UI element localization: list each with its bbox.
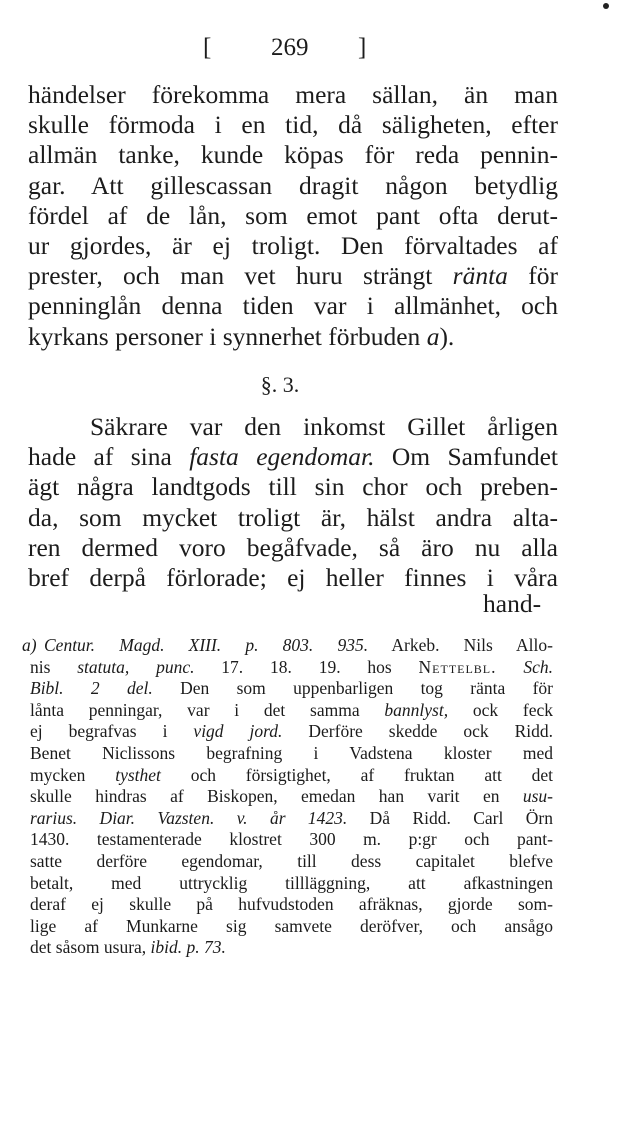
footnote-segment: lige af Munkarne sig samvete deröfver, och ansågo xyxy=(30,915,553,936)
footnote-line xyxy=(30,678,553,700)
footnote-segment: deraf ej skulle på hufvudstoden afräknas, gjorde som- xyxy=(30,894,553,915)
footnote-segment: Arkeb. Nils Allo- xyxy=(368,635,553,655)
footnote-line xyxy=(30,894,553,916)
footnote-segment: Då Ridd. Carl Örn xyxy=(347,807,553,828)
footnote-line xyxy=(30,829,553,851)
footnote-segment: Den som uppenbarligen tog ränta för xyxy=(152,678,553,699)
footnote-segment: 17. 18. 19. hos xyxy=(194,656,419,677)
footnote-segment: Benet Niclissons begrafning i Vadstena kloster med xyxy=(30,743,553,763)
section-segment: Säkrare var den inkomst Gillet årligen xyxy=(90,412,558,441)
body-segment: för xyxy=(507,261,558,291)
body-segment: ur gjordes, är ej troligt. Den förvaltades af xyxy=(28,231,558,260)
body-line xyxy=(28,291,558,321)
footnote-segment: betalt, med uttrycklig tillläggning, att afkastningen xyxy=(30,872,553,893)
footnote-segment: ock feck xyxy=(448,699,553,720)
footnote-segment: det såsom usura, xyxy=(30,937,151,958)
section-segment: hade af sina xyxy=(28,442,190,472)
section-line xyxy=(28,442,558,472)
body-segment: skulle förmoda i en tid, då säligheten, efter xyxy=(28,110,558,140)
section-line xyxy=(28,563,558,593)
footnote-line xyxy=(30,808,553,830)
footnote-segment: mycken xyxy=(30,764,116,785)
footnote-segment: satte derföre egendomar, till dess capitalet blefve xyxy=(30,851,553,871)
footnote-label: a) xyxy=(22,635,37,655)
footnote-segment: Sch. xyxy=(523,656,553,677)
section-segment: bref derpå förlorade; ej heller finnes i våra xyxy=(28,563,558,592)
section-line xyxy=(28,472,558,502)
footnote-segment: skulle hindras af Biskopen, emedan han varit en xyxy=(30,786,523,807)
footnote-segment: Nettelbl. xyxy=(418,656,497,677)
footnote-segment: ibid. p. 73. xyxy=(150,937,226,958)
footnote-line xyxy=(22,635,553,657)
footnote-line xyxy=(30,873,553,895)
ink-dot xyxy=(603,3,609,9)
footnote-segment: usu- xyxy=(522,786,553,807)
footnote-segment: tysthet xyxy=(115,764,161,785)
body-line xyxy=(28,261,558,291)
footnote-segment: Bibl. 2 del. xyxy=(30,678,153,699)
header-bracket-left: [ xyxy=(203,34,212,61)
footnote-segment: ej begrafvas i xyxy=(30,721,194,742)
footnote-line xyxy=(30,743,553,765)
section-line xyxy=(28,503,558,533)
body-line xyxy=(28,171,558,201)
body-line xyxy=(28,322,558,352)
body-segment: ). xyxy=(439,321,455,351)
body-line xyxy=(28,140,558,170)
footnote-line xyxy=(30,916,553,938)
footnote-segment: och försigtighet, af fruktan att det xyxy=(160,764,553,785)
body-segment: a xyxy=(426,321,440,351)
footnote-segment: Centur. Magd. XIII. p. 803. 935. xyxy=(44,635,369,655)
footnote-segment xyxy=(497,657,524,677)
body-line xyxy=(28,110,558,140)
body-line xyxy=(28,201,558,231)
footnote-line xyxy=(30,657,553,679)
body-segment: penninglån denna tiden var i allmänhet, och xyxy=(28,291,558,321)
footnote-line xyxy=(30,851,553,873)
footnote-segment: nis xyxy=(30,656,78,677)
body-segment: gar. Att gillescassan dragit någon betydlig xyxy=(28,170,558,200)
body-segment: allmän tanke, kunde köpas för reda pennin- xyxy=(28,140,558,170)
catchword: hand- xyxy=(483,589,542,618)
footnote-line xyxy=(30,721,553,743)
footnote-segment: lånta penningar, var i det samma xyxy=(30,699,385,720)
header-bracket-right: ] xyxy=(358,34,367,61)
footnote-segment: Derföre skedde ock Ridd. xyxy=(282,721,553,742)
body-segment: fördel af de lån, som emot pant ofta derut- xyxy=(28,200,558,230)
section-segment: ren dermed voro begåfvade, så äro nu alla xyxy=(28,532,558,562)
footnote-segment: rarius. Diar. Vazsten. v. år 1423. xyxy=(30,807,348,828)
section-segment: ägt några landtgods till sin chor och preben- xyxy=(28,472,558,502)
body-line xyxy=(28,80,558,110)
footnote-segment: vigd jord. xyxy=(193,721,283,742)
section-segment: Om Samfundet xyxy=(374,442,558,472)
footnote-line xyxy=(30,765,553,787)
footnote-line xyxy=(30,700,553,722)
section-heading: §. 3. xyxy=(260,372,300,397)
page-number: 269 xyxy=(271,34,309,61)
body-line xyxy=(28,231,558,261)
section-segment: fasta egendomar. xyxy=(189,442,375,472)
body-segment: ränta xyxy=(452,261,508,291)
page-header xyxy=(0,34,637,64)
body-segment: prester, och man vet huru strängt xyxy=(28,261,453,291)
body-segment: händelser förekomma mera sällan, än man xyxy=(28,80,558,109)
footnote-segment: 1430. testamenterade klostret 300 m. p:gr och pant- xyxy=(30,829,553,850)
footnote-line xyxy=(30,937,553,959)
section-line xyxy=(90,412,558,442)
section-line xyxy=(28,533,558,563)
body-segment: kyrkans personer i synnerhet förbuden xyxy=(28,321,427,351)
section-segment: da, som mycket troligt är, hälst andra alta- xyxy=(28,502,558,532)
footnote-line xyxy=(30,786,553,808)
footnote-segment: bannlyst, xyxy=(384,699,449,720)
footnote-segment: statuta, punc. xyxy=(77,656,195,677)
